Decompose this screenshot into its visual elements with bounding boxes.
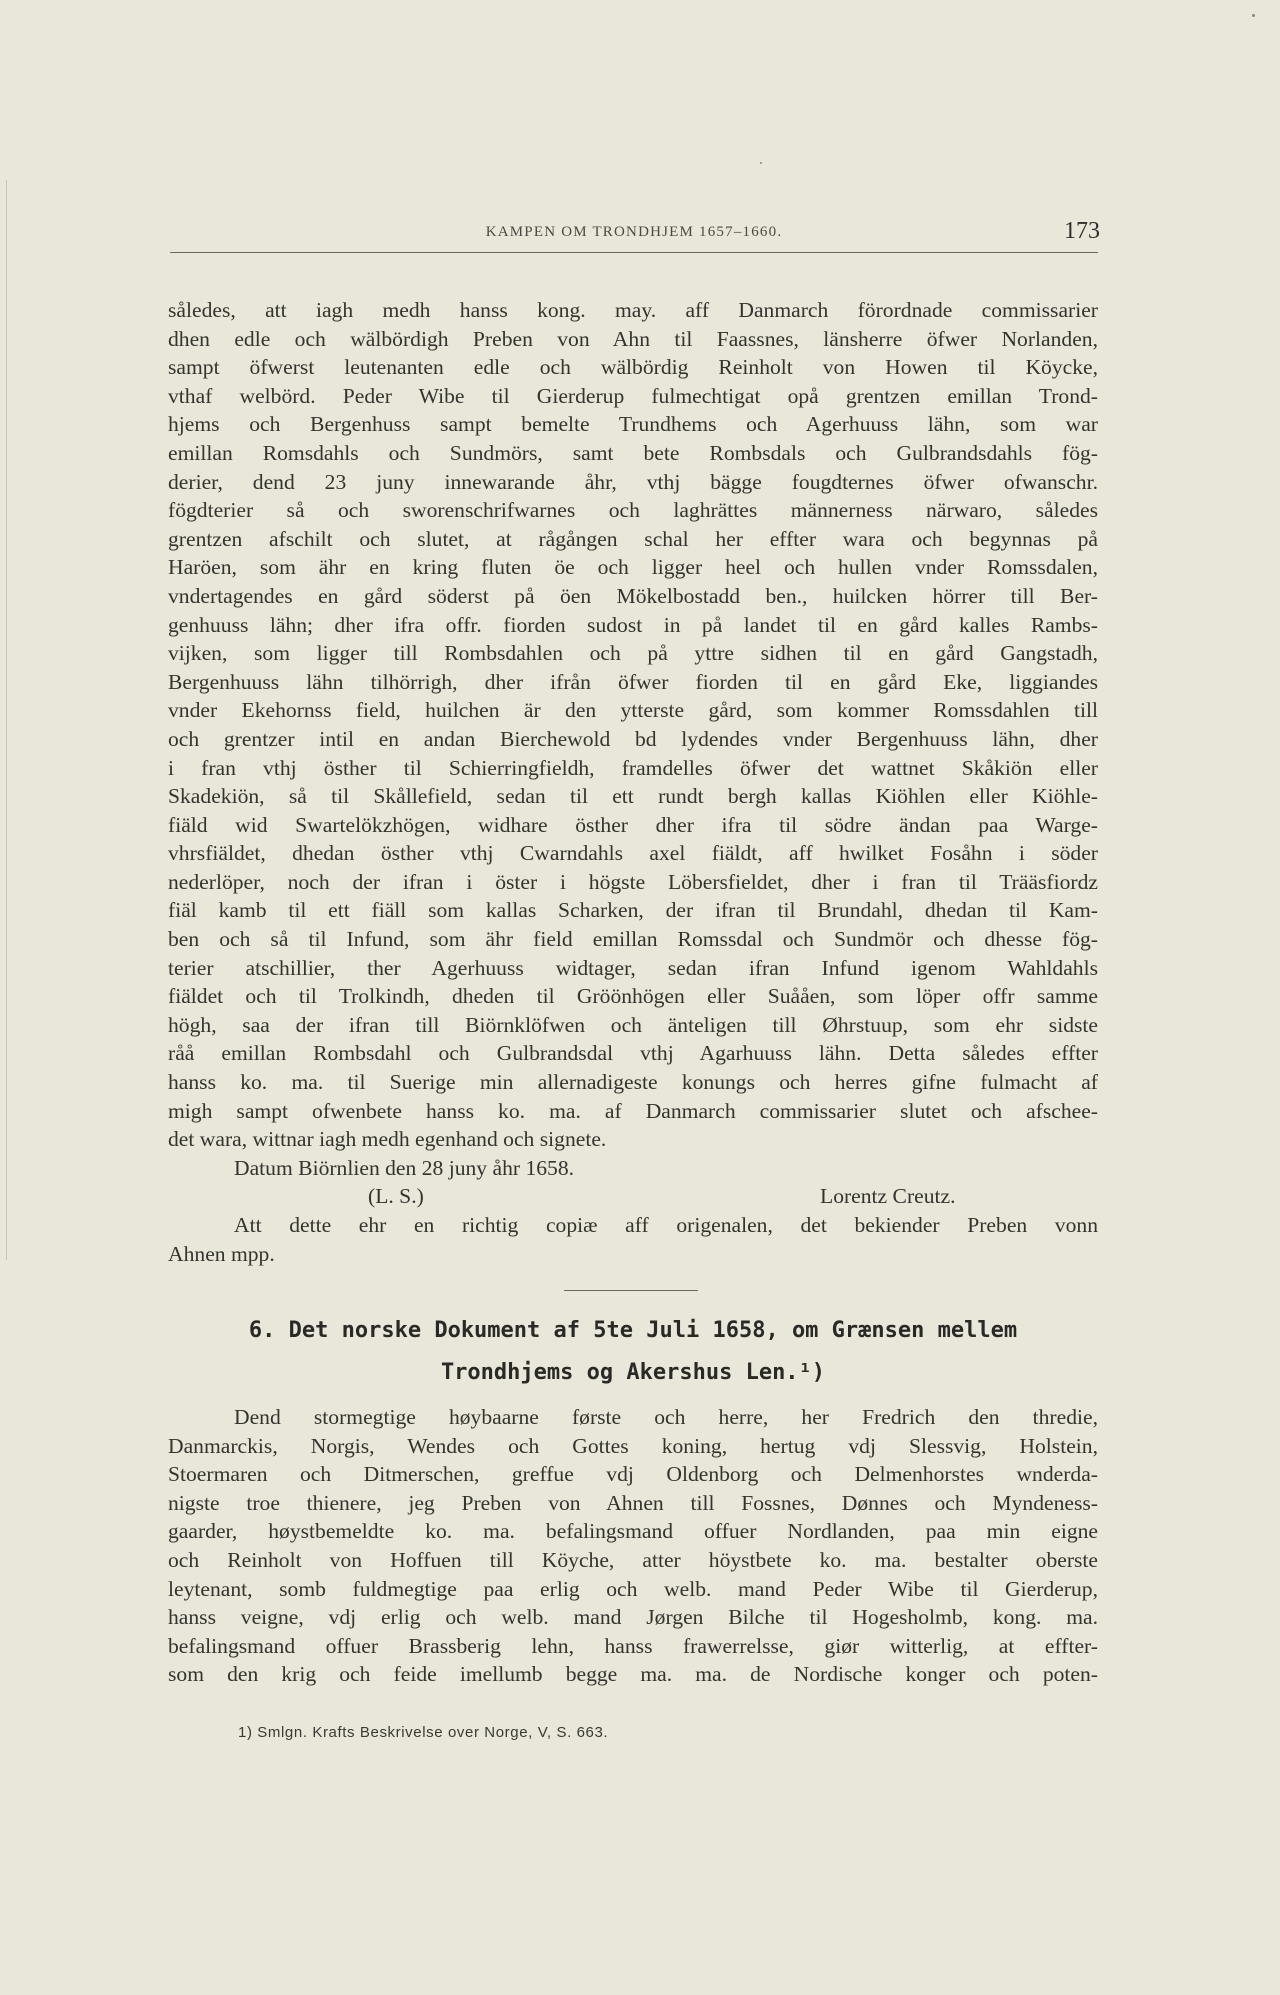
text-line: Skadekiön, så til Skållefield, sedan til ett rundt bergh kallas Kiöhlen eller Kiöhle- (168, 784, 1098, 809)
text-line: terier atschillier, ther Agerhuuss widtager, sedan ifran Infund igenom Wahldahls (168, 955, 1098, 980)
text-line: befalingsmand offuer Brassberig lehn, hanss frawerrelsse, giør witterlig, at effter- (168, 1633, 1098, 1658)
text-line: sampt öfwerst leutenanten edle och wälbördig Reinholt von Howen til Köycke, (168, 355, 1098, 380)
text-line: och Reinholt von Hoffuen till Köyche, atter höystbete ko. ma. bestalter oberste (168, 1547, 1098, 1572)
document-transcript-swedish (168, 296, 1098, 1268)
text-line: hanss veigne, vdj erlig och welb. mand Jørgen Bilche til Hogesholmb, kong. ma. (168, 1605, 1098, 1630)
attestation-line: Ahnen mpp. (168, 1241, 275, 1266)
text-line: fiäl kamb til ett fiäll som kallas Scharken, der ifran til Brundahl, dhedan til Kam- (168, 898, 1098, 923)
text-line: hanss ko. ma. til Suerige min allernadigeste konungs och herres gifne fulmacht af (168, 1070, 1098, 1095)
text-line: det wara, wittnar iagh medh egenhand och signete. (168, 1127, 607, 1152)
page-number: 173 (1064, 218, 1100, 244)
text-line: och grentzer intil en andan Bierchewold bd lydendes vnder Bergenhuuss lähn, dher (168, 726, 1098, 751)
running-head (168, 218, 1100, 252)
date-line: Datum Biörnlien den 28 juny åhr 1658. (234, 1155, 575, 1180)
page-edge-shadow (6, 180, 7, 1260)
text-line: derier, dend 23 juny innewarande åhr, vthj bägge fougdternes öfwer ofwanschr. (168, 469, 1098, 494)
text-line: dhen edle och wälbördigh Preben von Ahn til Faassnes, länsherre öfwer Norlanden, (168, 326, 1098, 351)
running-title: KAMPEN OM TRONDHJEM 1657–1660. (485, 224, 783, 240)
signatory-name: Lorentz Creutz. (820, 1184, 956, 1209)
document-transcript-norwegian (168, 1403, 1098, 1689)
text-line: som den krig och feide imellumb begge ma. ma. de Nordische konger och poten- (168, 1662, 1098, 1687)
section-separator (564, 1290, 698, 1291)
text-line: råå emillan Rombsdahl och Gulbrandsdal vthj Agarhuuss lähn. Detta således effter (168, 1041, 1098, 1066)
text-line: fögdterier så och sworenschrifwarnes och laghrättes männerness närwaro, således (168, 498, 1098, 523)
text-line: således, att iagh medh hanss kong. may. aff Danmarch förordnade commissarier (168, 298, 1098, 322)
text-line: leytenant, somb fuldmegtige paa erlig och welb. mand Peder Wibe til Gierderup, (168, 1576, 1098, 1601)
section-heading-line-1: 6. Det norske Dokument af 5te Juli 1658, om Grænsen mellem (248, 1318, 1018, 1343)
text-line: vhrsfiäldet, dhedan östher vthj Cwarndahls axel fiäldt, aff hwilket Fosåhn i söder (168, 841, 1098, 866)
text-line: fiäldet och til Trolkindh, dheden til Gröönhögen eller Suååen, som löper offr samme (168, 984, 1098, 1009)
paper-speck (1252, 14, 1255, 17)
signature-line (168, 1182, 1098, 1211)
text-line: Stoermaren och Ditmerschen, greffue vdj Oldenborg och Delmenhorstes wnderda- (168, 1462, 1098, 1487)
text-line: vndertagendes en gård söderst på öen Mökelbostadd ben., huilcken hörrer till Ber- (168, 583, 1098, 608)
seal-mark: (L. S.) (368, 1184, 424, 1209)
footnote: 1) Smlgn. Krafts Beskrivelse over Norge, V, S. 663. (238, 1724, 609, 1741)
text-line: Dend stormegtige høybaarne første och herre, her Fredrich den thredie, (234, 1405, 1098, 1429)
text-line: hjems och Bergenhuss sampt bemelte Trundhems och Agerhuuss lähn, som war (168, 412, 1098, 437)
text-line: migh sampt ofwenbete hanss ko. ma. af Danmarch commissarier slutet och afschee- (168, 1098, 1098, 1123)
text-line: högh, saa der ifran till Biörnklöfwen och änteligen till Øhrstuup, som ehr sidste (168, 1012, 1098, 1037)
attestation-line: Att dette ehr en richtig copiæ aff origenalen, det bekiender Preben vonn (234, 1213, 1098, 1237)
text-line: Danmarckis, Norgis, Wendes och Gottes koning, hertug vdj Slessvig, Holstein, (168, 1433, 1098, 1458)
text-line: genhuuss lähn; dher ifra offr. fiorden sudost in på landet til en gård kalles Rambs- (168, 612, 1098, 637)
text-line: Haröen, som ähr en kring fluten öe och ligger heel och hullen vnder Romssdalen, (168, 555, 1098, 580)
text-line: vijken, som ligger till Rombsdahlen och på yttre sidhen til en gård Gangstadh, (168, 641, 1098, 666)
paper-speck (760, 162, 762, 164)
text-line: fiäld wid Swartelökzhögen, widhare östher dher ifra til södre ändan paa Warge- (168, 812, 1098, 837)
text-line: nederlöper, noch der ifran i öster i högste Löbersfieldet, dher i fran til Trääsfiordz (168, 869, 1098, 894)
text-line: vthaf welbörd. Peder Wibe til Gierderup fulmechtigat opå grentzen emillan Trond- (168, 383, 1098, 408)
section-heading-line-2: Trondhjems og Akershus Len.¹) (440, 1360, 826, 1385)
text-line: ben och så til Infund, som ähr field emillan Romssdal och Sundmör och dhesse fög- (168, 927, 1098, 952)
text-line: Bergenhuuss lähn tilhörrigh, dher ifrån öfwer fiorden til en gård Eke, liggiandes (168, 669, 1098, 694)
text-line: i fran vthj östher til Schierringfieldh, framdelles öfwer det wattnet Skåkiön eller (168, 755, 1098, 780)
header-rule (170, 252, 1098, 253)
text-line: gaarder, høystbemeldte ko. ma. befalingsmand offuer Nordlanden, paa min eigne (168, 1519, 1098, 1544)
text-line: vnder Ekehornss field, huilchen är den ytterste gård, som kommer Romssdahlen till (168, 698, 1098, 723)
text-line: emillan Romsdahls och Sundmörs, samt bete Rombsdals och Gulbrandsdahls fög- (168, 440, 1098, 465)
text-line: nigste troe thienere, jeg Preben von Ahnen till Fossnes, Dønnes och Myndeness- (168, 1490, 1098, 1515)
text-line: grentzen afschilt och slutet, at rågången schal her effter wara och begynnas på (168, 526, 1098, 551)
